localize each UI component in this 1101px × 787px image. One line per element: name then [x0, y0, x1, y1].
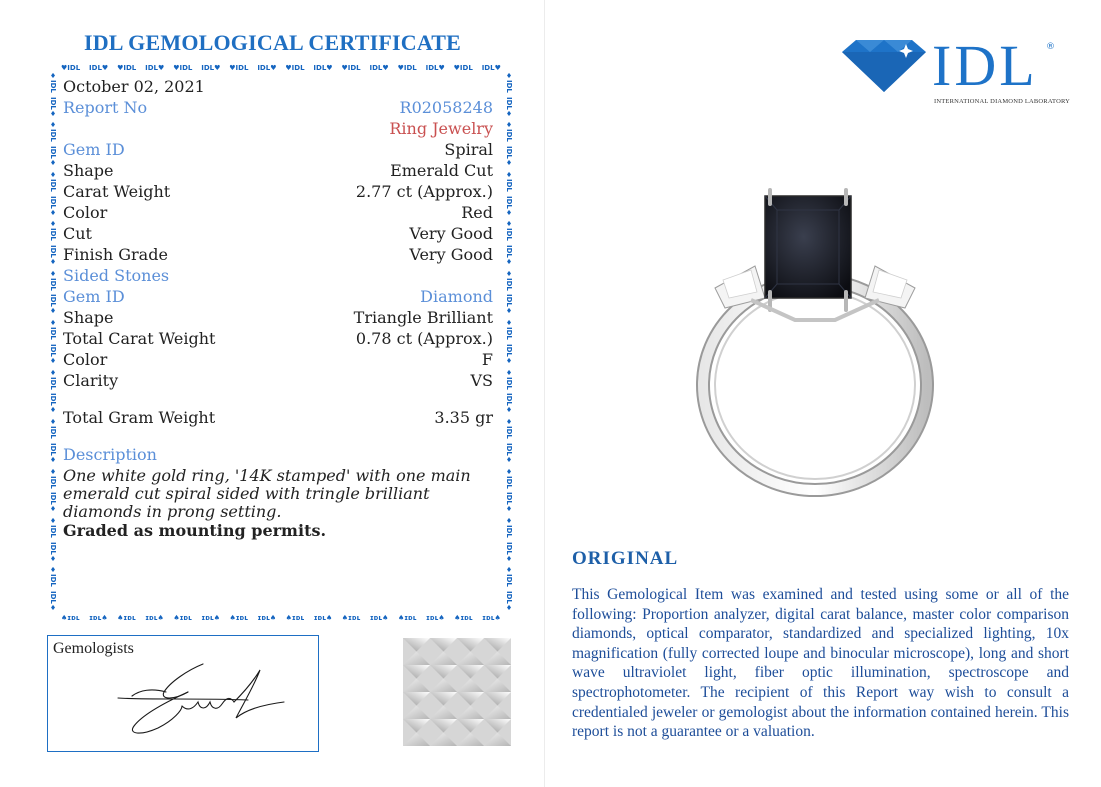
item-type-row: [63, 118, 493, 139]
report-no-value: R02058248: [399, 98, 493, 117]
border-mark-icon: ♦IDL: [505, 516, 513, 538]
border-mark-icon: ♥IDL: [397, 64, 417, 72]
gemologist-signature: [48, 636, 318, 751]
border-mark-icon: ♠ɪᴅʟ: [173, 614, 192, 622]
border-mark-icon: IDL♥: [201, 64, 221, 72]
border-mark-icon: ♦IDL: [505, 220, 513, 242]
shape-row: [63, 160, 493, 181]
sided-carat-label: Total Carat Weight: [63, 329, 216, 348]
border-mark-icon: ♥IDL: [61, 64, 81, 72]
shape-label: Shape: [63, 161, 114, 180]
border-mark-icon: ♦IDL: [49, 516, 57, 538]
sided-carat-value: 0.78 ct (Approx.): [355, 329, 493, 348]
border-mark-icon: ♦IDL: [49, 220, 57, 242]
sided-color-row: [63, 349, 493, 370]
border-mark-icon: ♦IDL: [49, 566, 57, 588]
border-mark-icon: ɪᴅʟ♠: [89, 614, 108, 622]
border-bottom: [61, 612, 501, 624]
border-mark-icon: IDL♦: [49, 591, 57, 612]
border-mark-icon: ♠ɪᴅʟ: [229, 614, 249, 622]
border-mark-icon: ♦IDL: [49, 72, 57, 93]
carat-value: 2.77 ct (Approx.): [355, 182, 493, 201]
sided-color-label: Color: [63, 350, 108, 369]
border-mark-icon: ♥IDL: [285, 64, 305, 72]
border-mark-icon: ♦IDL: [505, 170, 513, 192]
sided-stones-label: Sided Stones: [63, 266, 170, 285]
border-mark-icon: IDL♦: [49, 393, 57, 415]
border-mark-icon: ɪᴅʟ♠: [201, 614, 220, 622]
date-row: [63, 76, 493, 97]
border-mark-icon: ♦IDL: [505, 269, 513, 291]
description-text: One white gold ring, '14K stamped' with one main emerald cut spiral sided with tringle brilliant diamonds in prong setting.: [63, 466, 471, 521]
sided-clarity-value: VS: [470, 371, 493, 390]
certificate-date: October 02, 2021: [63, 77, 205, 96]
border-mark-icon: IDL♥: [257, 64, 277, 72]
border-mark-icon: ♠ɪᴅʟ: [285, 614, 305, 622]
border-mark-icon: ɪᴅʟ♠: [313, 614, 333, 622]
border-mark-icon: IDL♦: [505, 195, 513, 217]
finish-value: Very Good: [409, 245, 493, 264]
border-mark-icon: ɪᴅʟ♠: [145, 614, 164, 622]
border-mark-icon: IDL♥: [481, 64, 501, 72]
sided-clarity-label: Clarity: [63, 371, 119, 390]
color-value: Red: [461, 203, 493, 222]
sided-shape-value: Triangle Brilliant: [353, 308, 493, 327]
finish-row: [63, 244, 493, 265]
border-mark-icon: IDL♦: [505, 541, 513, 563]
border-mark-icon: ♥IDL: [229, 64, 249, 72]
sided-stones-row: [63, 265, 493, 286]
cut-value: Very Good: [409, 224, 493, 243]
border-mark-icon: ɪᴅʟ♠: [482, 614, 501, 622]
border-mark-icon: IDL♦: [505, 393, 513, 415]
idl-logo: [838, 33, 1071, 113]
sided-shape-label: Shape: [63, 308, 114, 327]
border-mark-icon: ♥IDL: [453, 64, 473, 72]
border-mark-icon: IDL♦: [49, 541, 57, 563]
finish-label: Finish Grade: [63, 245, 168, 264]
logo-text: IDL: [932, 33, 1038, 98]
gemologists-label: Gemologists: [53, 640, 134, 657]
hologram-seal: [403, 638, 511, 746]
border-mark-icon: IDL♦: [505, 96, 513, 118]
border-mark-icon: IDL♥: [89, 64, 109, 72]
sided-clarity-row: [63, 370, 493, 391]
sided-gem-id-row: [63, 286, 493, 307]
report-no-label: Report No: [63, 98, 148, 117]
border-mark-icon: ♦IDL: [505, 467, 513, 489]
certificate-details: [63, 76, 493, 541]
border-mark-icon: IDL♦: [505, 442, 513, 464]
border-mark-icon: ♦IDL: [505, 121, 513, 143]
border-mark-icon: IDL♥: [145, 64, 165, 72]
border-mark-icon: ♠ɪᴅʟ: [397, 614, 417, 622]
border-mark-icon: ♦IDL: [49, 269, 57, 291]
gram-row: [63, 407, 493, 428]
border-mark-icon: IDL♦: [505, 294, 513, 316]
border-mark-icon: IDL♦: [49, 294, 57, 316]
cut-label: Cut: [63, 224, 92, 243]
border-mark-icon: IDL♦: [49, 442, 57, 464]
border-mark-icon: IDL♦: [49, 146, 57, 168]
border-mark-icon: ♦IDL: [49, 467, 57, 489]
border-mark-icon: ♦IDL: [505, 566, 513, 588]
item-type: Ring Jewelry: [389, 119, 493, 138]
border-mark-icon: ♥IDL: [341, 64, 361, 72]
border-mark-icon: IDL♥: [313, 64, 333, 72]
shape-value: Emerald Cut: [390, 161, 493, 180]
diamond-logo-icon: [842, 38, 926, 94]
border-mark-icon: ♠ɪᴅʟ: [61, 614, 80, 622]
border-mark-icon: ♦IDL: [49, 319, 57, 341]
border-mark-icon: IDL♦: [505, 146, 513, 168]
sided-gem-id-value: Diamond: [420, 287, 493, 306]
gram-value: 3.35 gr: [434, 408, 493, 427]
border-mark-icon: ɪᴅʟ♠: [426, 614, 445, 622]
border-right: [503, 72, 515, 612]
gem-id-label: Gem ID: [63, 140, 125, 159]
border-left: [47, 72, 59, 612]
gram-label: Total Gram Weight: [63, 408, 216, 427]
gemologists-box: [47, 635, 319, 752]
border-top: [61, 62, 501, 74]
carat-label: Carat Weight: [63, 182, 171, 201]
border-mark-icon: ♦IDL: [505, 72, 513, 93]
original-text: This Gemological Item was examined and tested using some or all of the following: Proportion analyzer, digital carat balance, master color comparison diamonds, optical comparator, standardized and specialized lighting, 10x magnification (fully corrected loupe and binocular microscope), long and short wave ultraviolet light, fiber optic illumination, spectroscope and spectrophotometer. The recipient of this Report way wish to consult a credentialed jeweler or gemologist about the information contained herein. This report is not a guarantee or a valuation.: [572, 586, 1069, 741]
cut-row: [63, 223, 493, 244]
sided-carat-row: [63, 328, 493, 349]
border-mark-icon: IDL♦: [49, 343, 57, 365]
border-mark-icon: ♦IDL: [505, 319, 513, 341]
color-row: [63, 202, 493, 223]
border-mark-icon: IDL♦: [505, 492, 513, 514]
sided-color-value: F: [481, 350, 493, 369]
border-mark-icon: IDL♦: [505, 591, 513, 612]
border-mark-icon: ♠ɪᴅʟ: [341, 614, 361, 622]
registered-mark: ®: [1046, 42, 1055, 52]
ring-photo: [655, 170, 975, 510]
border-mark-icon: ♥IDL: [117, 64, 137, 72]
border-mark-icon: ♠ɪᴅʟ: [117, 614, 136, 622]
border-mark-icon: ♦IDL: [505, 368, 513, 390]
gem-id-row: [63, 139, 493, 160]
carat-row: [63, 181, 493, 202]
report-no-row: [63, 97, 493, 118]
logo-subtitle: INTERNATIONAL DIAMOND LABORATORY: [934, 98, 1071, 105]
border-mark-icon: IDL♦: [505, 343, 513, 365]
border-mark-icon: IDL♦: [49, 96, 57, 118]
description-label: Description: [63, 445, 157, 464]
border-mark-icon: ♦IDL: [49, 121, 57, 143]
border-mark-icon: ♦IDL: [49, 418, 57, 439]
border-mark-icon: ɪᴅʟ♠: [369, 614, 389, 622]
sided-shape-row: [63, 307, 493, 328]
border-mark-icon: IDL♥: [369, 64, 389, 72]
border-mark-icon: ɪᴅʟ♠: [257, 614, 277, 622]
certificate-title: IDL GEMOLOGICAL CERTIFICATE: [83, 30, 462, 55]
graded-note: Graded as mounting permits.: [63, 521, 327, 540]
certificate-panel: [0, 0, 545, 787]
gem-id-value: Spiral: [444, 140, 493, 159]
border-mark-icon: ♦IDL: [49, 368, 57, 390]
border-mark-icon: ♦IDL: [49, 170, 57, 192]
border-mark-icon: IDL♦: [505, 245, 513, 266]
original-title: ORIGINAL: [572, 548, 679, 569]
border-mark-icon: ♥IDL: [173, 64, 193, 72]
color-label: Color: [63, 203, 108, 222]
description-label-row: [63, 444, 493, 465]
sided-gem-id-label: Gem ID: [63, 287, 125, 306]
border-mark-icon: ♦IDL: [505, 418, 513, 439]
border-mark-icon: IDL♦: [49, 195, 57, 217]
border-mark-icon: ♠ɪᴅʟ: [454, 614, 473, 622]
border-mark-icon: IDL♦: [49, 492, 57, 514]
border-mark-icon: IDL♦: [49, 245, 57, 266]
border-mark-icon: IDL♥: [425, 64, 445, 72]
